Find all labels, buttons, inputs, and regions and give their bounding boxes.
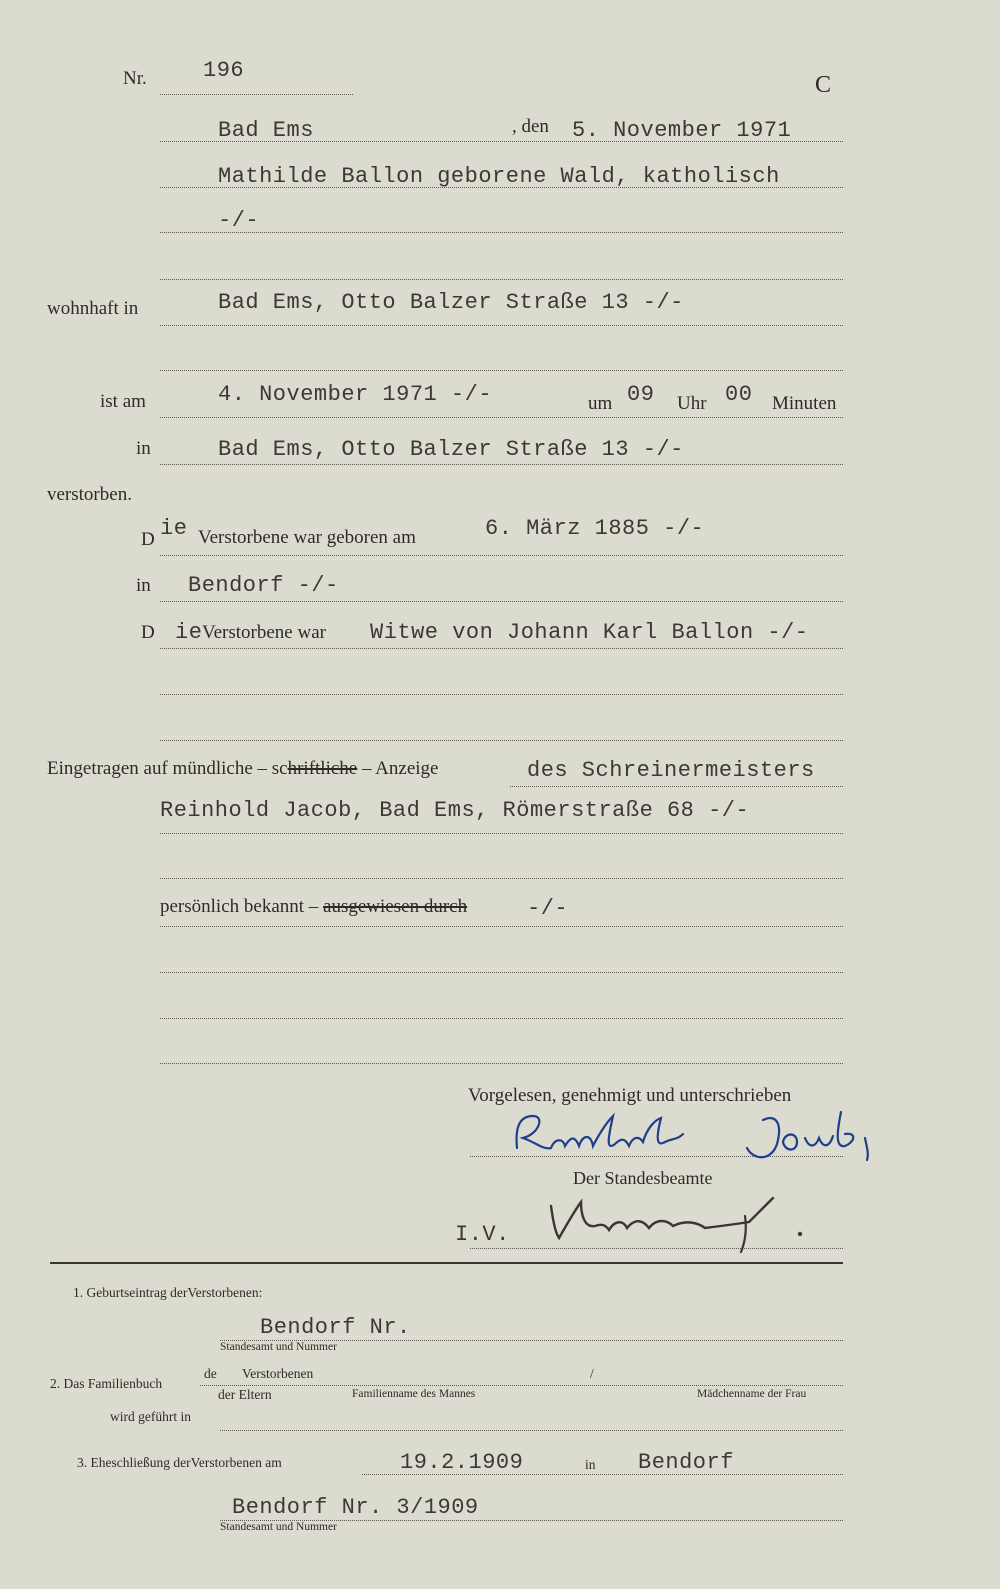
- notes-separator: [50, 1262, 843, 1264]
- report-label-struck: hriftliche: [287, 758, 358, 779]
- report-line-2: [160, 833, 843, 834]
- date-value: 5. November 1971: [572, 118, 792, 143]
- report-label-end: – Anzeige: [357, 758, 439, 779]
- note1-fill: r: [182, 1285, 188, 1300]
- iv-label: I.V.: [455, 1222, 510, 1247]
- note3-place: Bendorf: [638, 1450, 734, 1475]
- birth-date-value: 6. März 1885 -/-: [485, 516, 705, 541]
- name-value-2: -/-: [218, 208, 260, 233]
- den-label: , den: [512, 116, 549, 137]
- note3-label-a: 3. Eheschließung de: [77, 1455, 187, 1470]
- nr-line: [160, 94, 353, 95]
- death-hour: 09: [627, 382, 655, 407]
- verstorben-label: verstorben.: [47, 484, 132, 505]
- note2-wird: wird geführt in: [110, 1409, 191, 1424]
- report-line-3: [160, 878, 843, 879]
- note2-verstorbenen: Verstorbenen: [242, 1366, 314, 1381]
- note3-value: Bendorf Nr. 3/1909: [232, 1495, 479, 1520]
- identity-value: -/-: [527, 896, 569, 921]
- identity-line: [160, 926, 843, 927]
- identity-label: [160, 896, 467, 918]
- death-in-label: in: [136, 438, 151, 459]
- ist-am-label: ist am: [100, 391, 146, 412]
- residence-line: [160, 325, 843, 326]
- read-approved-label: Vorgelesen, genehmigt und unterschrieben: [468, 1085, 792, 1106]
- registrar-label: Der Standesbeamte: [573, 1168, 713, 1188]
- status-d-prefix: D: [141, 622, 155, 643]
- status-line-3: [160, 740, 843, 741]
- series-letter: C: [815, 72, 832, 98]
- note3-label: [77, 1455, 282, 1471]
- note3-label-b: Verstorbenen am: [190, 1455, 282, 1470]
- death-minutes: 00: [725, 382, 753, 407]
- note2-line: [200, 1385, 843, 1386]
- nr-value: 196: [203, 58, 245, 83]
- note2-eltern: der Eltern: [218, 1387, 272, 1402]
- residence-line-2: [160, 370, 843, 371]
- note3-fill: r: [186, 1455, 191, 1470]
- note2-de: de: [204, 1366, 217, 1381]
- report-label: [47, 758, 439, 780]
- status-line-2: [160, 694, 843, 695]
- blank-line-1: [160, 972, 843, 973]
- name-line-3: [160, 279, 843, 280]
- report-line-1: [510, 786, 843, 787]
- death-date-line: [160, 417, 843, 418]
- name-line-2: [160, 232, 843, 233]
- status-value: Witwe von Johann Karl Ballon -/-: [370, 620, 809, 645]
- report-value-2: Reinhold Jacob, Bad Ems, Römerstraße 68 -/-: [160, 798, 750, 823]
- note2-wird-line: [220, 1430, 843, 1431]
- death-place-line: [160, 464, 843, 465]
- nr-label: Nr.: [123, 68, 147, 89]
- note3-caption: Standesamt und Nummer: [220, 1521, 337, 1533]
- residence-label: wohnhaft in: [47, 298, 139, 319]
- death-place-value: Bad Ems, Otto Balzer Straße 13 -/-: [218, 437, 684, 462]
- note1-value: Bendorf Nr.: [260, 1315, 411, 1340]
- blank-line-2: [160, 1018, 843, 1019]
- note3-date: 19.2.1909: [400, 1450, 524, 1475]
- birth-place-line: [160, 601, 843, 602]
- identity-struck: ausgewiesen durch: [323, 896, 468, 917]
- name-value: Mathilde Ballon geborene Wald, katholisch: [218, 164, 780, 189]
- note1-label-b: Verstorbenen:: [187, 1285, 263, 1300]
- report-value-1: des Schreinermeisters: [527, 758, 815, 783]
- note2-caption-woman: Mädchenname der Frau: [697, 1388, 807, 1400]
- note2-caption-man: Familienname des Mannes: [352, 1388, 476, 1400]
- um-label: um: [588, 393, 613, 414]
- uhr-label: Uhr: [677, 393, 707, 414]
- status-line: [160, 648, 843, 649]
- note2-slash: /: [590, 1366, 594, 1381]
- birth-label: Verstorbene war geboren am: [198, 527, 416, 548]
- note3-in: in: [585, 1457, 596, 1472]
- birth-d-prefix: D: [141, 529, 155, 550]
- birth-in-label: in: [136, 575, 151, 596]
- status-d-suffix: ie: [175, 620, 203, 645]
- place-value: Bad Ems: [218, 118, 314, 143]
- note1-label: [73, 1285, 262, 1301]
- residence-value: Bad Ems, Otto Balzer Straße 13 -/-: [218, 290, 684, 315]
- death-date-value: 4. November 1971 -/-: [218, 382, 493, 407]
- registrar-signature: [545, 1196, 815, 1256]
- birth-d-suffix: ie: [160, 516, 188, 541]
- status-label: Verstorbene war: [202, 622, 326, 643]
- blank-line-3: [160, 1063, 843, 1064]
- minuten-label: Minuten: [772, 393, 837, 414]
- birth-date-line: [160, 555, 843, 556]
- note2-label: 2. Das Familienbuch: [50, 1376, 163, 1391]
- note1-label-a: 1. Geburtseintrag de: [73, 1285, 183, 1300]
- report-label-start: Eingetragen auf mündliche – sc: [47, 758, 288, 779]
- identity-label-text: persönlich bekannt –: [160, 896, 324, 917]
- note1-caption: Standesamt und Nummer: [220, 1341, 337, 1353]
- birth-place-value: Bendorf -/-: [188, 573, 339, 598]
